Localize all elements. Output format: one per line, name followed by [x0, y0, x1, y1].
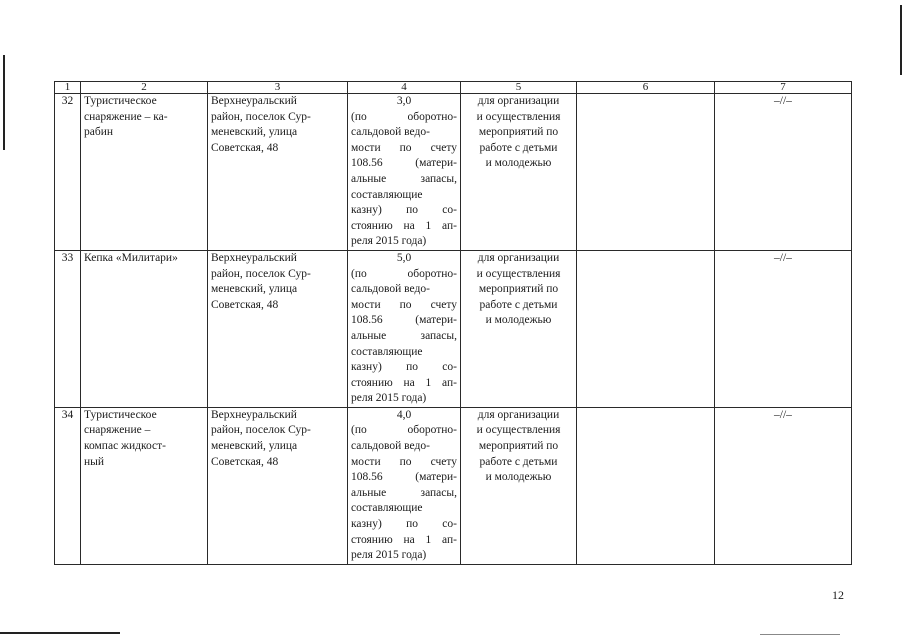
amount-note-line: альные запасы,: [351, 486, 457, 499]
amount-note-line: мости по счету: [351, 298, 457, 311]
scan-edge-mark: [3, 55, 5, 150]
address-line: район, поселок Сур-: [211, 267, 311, 280]
amount-note-line: (по оборотно-: [351, 110, 457, 123]
empty-cell: [577, 94, 715, 251]
amount-note-line: альные запасы,: [351, 329, 457, 342]
header-cell: 2: [81, 82, 208, 94]
item-name-line: снаряжение –: [84, 424, 151, 437]
scan-edge-mark: [760, 634, 840, 635]
address-line: район, поселок Сур-: [211, 424, 311, 437]
item-name-line: Туристическое: [84, 408, 157, 421]
address-cell: [208, 94, 348, 251]
amount-value: 5,0: [396, 251, 412, 264]
purpose-cell: [461, 250, 577, 407]
purpose-line: и молодежью: [485, 157, 552, 170]
page-number: 12: [832, 588, 844, 602]
amount-note-line: (по оборотно-: [351, 424, 457, 437]
address-cell: [208, 407, 348, 564]
amount-note-line: сальдовой ведо-: [351, 283, 430, 296]
amount-note-line: мости по счету: [351, 455, 457, 468]
header-cell: 7: [715, 82, 852, 94]
amount-note-line: стоянию на 1 ап-: [351, 533, 457, 546]
address-line: меневский, улица: [211, 440, 298, 453]
address-line: Советская, 48: [211, 455, 279, 468]
address-line: Верхнеуральский: [211, 251, 297, 264]
amount-note-line: 108.56 (матери-: [351, 471, 457, 484]
amount-note-line: 108.56 (матери-: [351, 157, 457, 170]
row-number-cell: 32: [55, 94, 81, 251]
purpose-line: работе с детьми: [479, 455, 558, 468]
amount-value: 4,0: [396, 408, 412, 421]
header-cell: 6: [577, 82, 715, 94]
item-name-line: ный: [84, 455, 105, 468]
amount-note-line: стоянию на 1 ап-: [351, 376, 457, 389]
address-line: меневский, улица: [211, 126, 298, 139]
purpose-line: для организации: [477, 95, 560, 107]
column-number-header-row: [55, 82, 852, 94]
amount-cell: [348, 94, 461, 251]
amount-value: 3,0: [396, 95, 412, 107]
amount-note-line: (по оборотно-: [351, 267, 457, 280]
header-cell: 1: [55, 82, 81, 94]
address-line: меневский, улица: [211, 283, 298, 296]
address-line: Верхнеуральский: [211, 408, 297, 421]
item-name-line: рабин: [84, 126, 114, 139]
item-name-cell: [81, 94, 208, 251]
item-name-line: снаряжение – ка-: [84, 110, 168, 123]
purpose-line: и осуществления: [476, 267, 561, 280]
item-name-line: компас жидкост-: [84, 440, 166, 453]
scan-edge-mark: [0, 632, 120, 634]
row-number-cell: 33: [55, 250, 81, 407]
amount-note-line: казну) по со-: [351, 204, 457, 217]
amount-cell: [348, 250, 461, 407]
ditto-mark-cell: –//–: [715, 407, 852, 564]
purpose-line: для организации: [477, 251, 560, 264]
amount-note-line: казну) по со-: [351, 518, 457, 531]
amount-note-line: составляющие: [351, 345, 423, 358]
ditto-mark-cell: –//–: [715, 94, 852, 251]
item-name-cell: [81, 250, 208, 407]
purpose-line: мероприятий по: [478, 126, 559, 139]
amount-note-line: составляющие: [351, 502, 423, 515]
amount-note-line: казну) по со-: [351, 361, 457, 374]
address-line: район, поселок Сур-: [211, 110, 311, 123]
address-line: Советская, 48: [211, 141, 279, 154]
purpose-cell: [461, 407, 577, 564]
purpose-line: и молодежью: [485, 471, 552, 484]
purpose-line: мероприятий по: [478, 440, 559, 453]
amount-note-line: реля 2015 года): [351, 235, 427, 248]
purpose-line: и осуществления: [476, 424, 561, 437]
ditto-mark-cell: –//–: [715, 250, 852, 407]
property-table: [54, 81, 852, 565]
purpose-line: для организации: [477, 408, 560, 421]
item-name-line: Кепка «Милитари»: [84, 251, 178, 264]
purpose-line: работе с детьми: [479, 298, 558, 311]
address-line: Верхнеуральский: [211, 95, 297, 107]
amount-note-line: сальдовой ведо-: [351, 440, 430, 453]
scan-edge-mark: [900, 5, 902, 75]
amount-note-line: реля 2015 года): [351, 549, 427, 562]
table-row: [55, 407, 852, 564]
table-row: [55, 250, 852, 407]
amount-note-line: сальдовой ведо-: [351, 126, 430, 139]
amount-cell: [348, 407, 461, 564]
empty-cell: [577, 407, 715, 564]
header-cell: 3: [208, 82, 348, 94]
purpose-line: работе с детьми: [479, 141, 558, 154]
item-name-line: Туристическое: [84, 95, 157, 107]
header-cell: 4: [348, 82, 461, 94]
address-cell: [208, 250, 348, 407]
purpose-cell: [461, 94, 577, 251]
purpose-line: и осуществления: [476, 110, 561, 123]
table-row: [55, 94, 852, 251]
amount-note-line: альные запасы,: [351, 172, 457, 185]
row-number-cell: 34: [55, 407, 81, 564]
purpose-line: и молодежью: [485, 314, 552, 327]
amount-note-line: стоянию на 1 ап-: [351, 219, 457, 232]
address-line: Советская, 48: [211, 298, 279, 311]
item-name-cell: [81, 407, 208, 564]
purpose-line: мероприятий по: [478, 283, 559, 296]
amount-note-line: мости по счету: [351, 141, 457, 154]
header-cell: 5: [461, 82, 577, 94]
amount-note-line: 108.56 (матери-: [351, 314, 457, 327]
amount-note-line: реля 2015 года): [351, 392, 427, 405]
amount-note-line: составляющие: [351, 188, 423, 201]
empty-cell: [577, 250, 715, 407]
